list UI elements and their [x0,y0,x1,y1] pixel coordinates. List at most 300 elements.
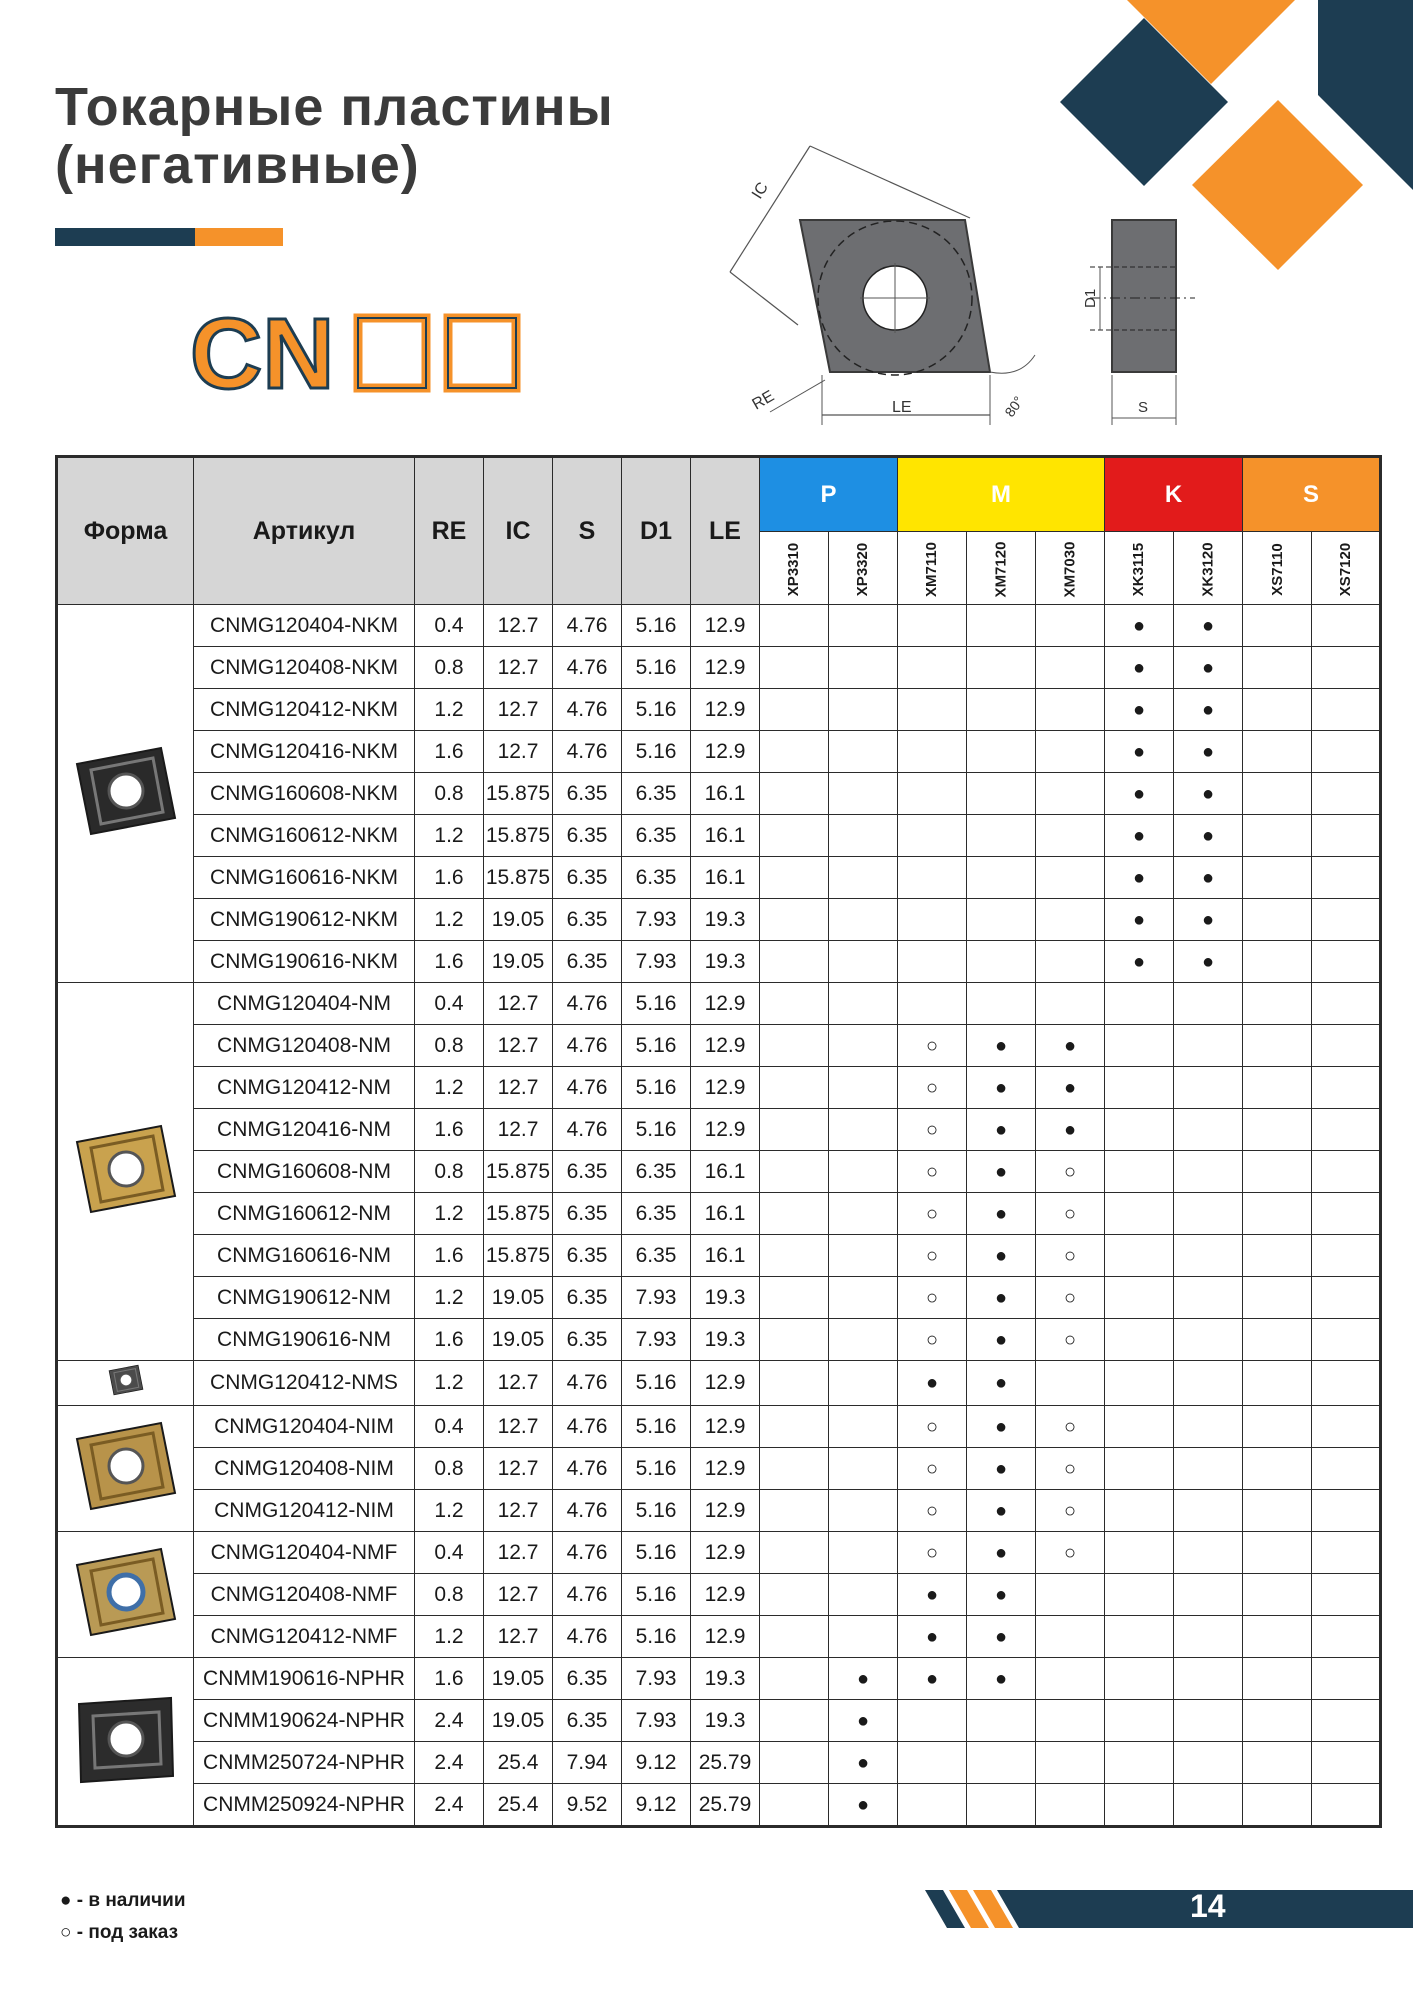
header-artikul: Артикул [194,457,415,605]
availability-cell [1036,815,1105,857]
le-cell: 12.9 [691,1406,760,1448]
availability-cell [1312,1319,1381,1361]
availability-cell [967,1025,1036,1067]
legend-on-order: ○ - под заказ [60,1922,179,1943]
availability-cell [829,605,898,647]
table-row [57,731,1381,773]
availability-cell [1174,1532,1243,1574]
in-stock-mark: ● [1201,908,1215,931]
in-stock-mark: ● [994,1625,1008,1648]
availability-cell [829,1109,898,1151]
ic-cell: 12.7 [484,1067,553,1109]
s-cell: 4.76 [553,689,622,731]
article-cell: CNMM250724-NPHR [194,1742,415,1784]
ic-cell: 12.7 [484,1616,553,1658]
ic-cell: 12.7 [484,1406,553,1448]
availability-cell [967,1319,1036,1361]
article-cell: CNMG120404-NMF [194,1532,415,1574]
availability-cell [829,1574,898,1616]
availability-cell [1105,1742,1174,1784]
re-cell: 0.4 [415,1532,484,1574]
availability-cell [1105,1319,1174,1361]
article-cell: CNMM190624-NPHR [194,1700,415,1742]
on-order-mark: ○ [1063,1160,1077,1183]
d1-cell: 5.16 [622,1406,691,1448]
footer-band [925,1890,1413,1928]
availability-cell [1243,647,1312,689]
availability-cell [1243,1490,1312,1532]
availability-cell [1243,1574,1312,1616]
in-stock-mark: ● [994,1118,1008,1141]
le-cell: 12.9 [691,1616,760,1658]
on-order-mark: ○ [925,1286,939,1309]
availability-cell [967,1277,1036,1319]
article-cell: CNMG120404-NKM [194,605,415,647]
table-row [57,773,1381,815]
article-cell: CNMG190616-NM [194,1319,415,1361]
availability-cell [1174,1319,1243,1361]
availability-cell [967,1784,1036,1827]
availability-cell [1312,605,1381,647]
table-row [57,941,1381,983]
availability-cell [1105,1361,1174,1406]
re-cell: 1.6 [415,1235,484,1277]
table-row [57,815,1381,857]
availability-cell [898,1490,967,1532]
availability-cell [1312,1277,1381,1319]
availability-cell [1174,647,1243,689]
availability-cell [760,1235,829,1277]
availability-cell [967,605,1036,647]
in-stock-mark: ● [856,1751,870,1774]
d1-cell: 6.35 [622,1193,691,1235]
in-stock-mark: ● [994,1415,1008,1438]
availability-cell [829,689,898,731]
re-cell: 1.2 [415,815,484,857]
availability-cell [1243,857,1312,899]
availability-cell [760,1616,829,1658]
re-cell: 1.2 [415,1067,484,1109]
availability-cell [1105,773,1174,815]
availability-cell [1174,1742,1243,1784]
d1-cell: 5.16 [622,647,691,689]
availability-cell [967,647,1036,689]
availability-cell [898,815,967,857]
availability-cell [1105,1067,1174,1109]
in-stock-mark: ● [1132,866,1146,889]
in-stock-mark: ● [1201,866,1215,889]
availability-cell [1036,1109,1105,1151]
availability-cell [829,1742,898,1784]
table-row [57,983,1381,1025]
ic-cell: 19.05 [484,1277,553,1319]
availability-cell [1105,1448,1174,1490]
table-row [57,1490,1381,1532]
in-stock-mark: ● [994,1667,1008,1690]
s-cell: 6.35 [553,857,622,899]
availability-cell [1243,1361,1312,1406]
d1-cell: 5.16 [622,1490,691,1532]
in-stock-mark: ● [994,1244,1008,1267]
availability-cell [1105,941,1174,983]
availability-cell [760,1193,829,1235]
le-cell: 19.3 [691,1700,760,1742]
in-stock-mark: ● [1201,950,1215,973]
availability-cell [1243,899,1312,941]
ic-cell: 25.4 [484,1742,553,1784]
le-cell: 25.79 [691,1784,760,1827]
table-row [57,605,1381,647]
on-order-mark: ○ [925,1499,939,1522]
availability-cell [967,773,1036,815]
availability-cell [760,983,829,1025]
availability-cell [1312,647,1381,689]
availability-cell [1312,1742,1381,1784]
table-row [57,1658,1381,1700]
availability-cell [1105,1277,1174,1319]
insert-image-cell [57,1361,194,1406]
availability-cell [1105,899,1174,941]
availability-cell [1036,1490,1105,1532]
availability-cell [967,1742,1036,1784]
in-stock-mark: ● [1132,740,1146,763]
le-cell: 12.9 [691,1067,760,1109]
d1-cell: 5.16 [622,1532,691,1574]
availability-cell [1312,731,1381,773]
in-stock-mark: ● [994,1034,1008,1057]
ic-cell: 19.05 [484,1700,553,1742]
availability-cell [1105,647,1174,689]
grade-header: XM7110 [898,532,967,605]
s-cell: 4.76 [553,1616,622,1658]
availability-cell [1312,1361,1381,1406]
availability-cell [1243,1277,1312,1319]
s-cell: 6.35 [553,941,622,983]
in-stock-mark: ● [994,1160,1008,1183]
availability-cell [1312,1658,1381,1700]
le-cell: 16.1 [691,773,760,815]
table-row [57,1109,1381,1151]
availability-cell [760,899,829,941]
gold-blue-insert-icon [71,1537,181,1647]
in-stock-mark: ● [1063,1034,1077,1057]
availability-cell [1036,1406,1105,1448]
availability-cell [898,1616,967,1658]
availability-cell [760,647,829,689]
availability-cell [760,1574,829,1616]
in-stock-mark: ● [925,1667,939,1690]
s-cell: 6.35 [553,1193,622,1235]
on-order-mark: ○ [1063,1286,1077,1309]
availability-cell [760,1277,829,1319]
article-cell: CNMG190612-NM [194,1277,415,1319]
d1-cell: 5.16 [622,1574,691,1616]
le-cell: 12.9 [691,1574,760,1616]
ic-cell: 12.7 [484,605,553,647]
availability-cell [760,1361,829,1406]
le-cell: 12.9 [691,689,760,731]
availability-cell [1105,1784,1174,1827]
availability-cell [898,1361,967,1406]
grade-header: XK3120 [1174,532,1243,605]
article-cell: CNMG160616-NM [194,1235,415,1277]
ic-cell: 12.7 [484,1574,553,1616]
availability-cell [1105,731,1174,773]
availability-cell [1105,1109,1174,1151]
ic-cell: 25.4 [484,1784,553,1827]
header-forma: Форма [57,457,194,605]
d1-cell: 5.16 [622,1067,691,1109]
availability-cell [1036,1784,1105,1827]
availability-cell [1105,857,1174,899]
label-angle: 80° [1001,393,1027,420]
s-cell: 6.35 [553,1277,622,1319]
le-cell: 12.9 [691,731,760,773]
s-cell: 4.76 [553,605,622,647]
article-cell: CNMG120408-NKM [194,647,415,689]
availability-cell [1036,1235,1105,1277]
availability-cell [967,1151,1036,1193]
availability-cell [1174,689,1243,731]
s-cell: 4.76 [553,1532,622,1574]
cn-code-logo [190,300,530,410]
availability-cell [760,1490,829,1532]
in-stock-mark: ● [925,1372,939,1394]
availability-cell [898,1151,967,1193]
on-order-mark: ○ [1063,1328,1077,1351]
availability-cell [760,1448,829,1490]
table-row [57,1361,1381,1406]
article-cell: CNMG160608-NM [194,1151,415,1193]
s-cell: 6.35 [553,1319,622,1361]
availability-cell [1243,1616,1312,1658]
re-cell: 0.4 [415,1406,484,1448]
le-cell: 19.3 [691,1277,760,1319]
grade-header: XS7120 [1312,532,1381,605]
le-cell: 16.1 [691,1193,760,1235]
availability-cell [1174,1067,1243,1109]
in-stock-mark: ● [1132,698,1146,721]
table-row [57,1742,1381,1784]
article-cell: CNMG190612-NKM [194,899,415,941]
availability-cell [1174,731,1243,773]
availability-cell [1036,857,1105,899]
ic-cell: 12.7 [484,1532,553,1574]
ic-cell: 19.05 [484,899,553,941]
availability-cell [829,773,898,815]
availability-cell [1312,1784,1381,1827]
availability-cell [1105,605,1174,647]
availability-cell [1312,1235,1381,1277]
in-stock-mark: ● [994,1372,1008,1394]
label-d1: D1 [1082,288,1099,308]
title-line-2: (негативные) [55,135,420,195]
availability-cell [829,1490,898,1532]
availability-cell [829,815,898,857]
grade-header: XP3310 [760,532,829,605]
availability-cell [1174,1277,1243,1319]
availability-cell [1312,1616,1381,1658]
availability-cell [1243,689,1312,731]
availability-cell [829,899,898,941]
availability-cell [1036,1658,1105,1700]
availability-cell [1036,731,1105,773]
s-cell: 6.35 [553,1235,622,1277]
group-s: S [1243,457,1381,532]
le-cell: 12.9 [691,1448,760,1490]
inserts-table [55,455,1382,1828]
ic-cell: 12.7 [484,689,553,731]
availability-cell [967,815,1036,857]
s-cell: 4.76 [553,1109,622,1151]
re-cell: 0.8 [415,1151,484,1193]
availability-cell [1105,1406,1174,1448]
availability-cell [967,1109,1036,1151]
grade-header: XM7030 [1036,532,1105,605]
availability-cell [1243,1406,1312,1448]
availability-cell [760,1742,829,1784]
s-cell: 4.76 [553,1574,622,1616]
availability-cell [1312,1700,1381,1742]
availability-cell [760,773,829,815]
availability-cell [1312,1025,1381,1067]
availability-cell [1243,941,1312,983]
re-cell: 1.2 [415,1361,484,1406]
ic-cell: 15.875 [484,815,553,857]
availability-cell [1174,773,1243,815]
availability-cell [1036,773,1105,815]
availability-cell [829,941,898,983]
availability-cell [1174,941,1243,983]
availability-cell [1174,1490,1243,1532]
le-cell: 16.1 [691,857,760,899]
availability-cell [1105,689,1174,731]
availability-cell [1036,1193,1105,1235]
on-order-mark: ○ [1063,1202,1077,1225]
title-underline [55,228,283,246]
le-cell: 16.1 [691,1151,760,1193]
availability-cell [1036,899,1105,941]
availability-cell [1174,1700,1243,1742]
availability-cell [1174,1361,1243,1406]
table-row [57,689,1381,731]
availability-cell [967,1490,1036,1532]
article-cell: CNMG120416-NKM [194,731,415,773]
availability-cell [829,1448,898,1490]
article-cell: CNMG120408-NMF [194,1574,415,1616]
article-cell: CNMG120412-NM [194,1067,415,1109]
availability-cell [1243,1784,1312,1827]
ic-cell: 12.7 [484,1361,553,1406]
on-order-mark: ○ [925,1034,939,1057]
in-stock-mark: ● [1063,1076,1077,1099]
grade-header: XS7110 [1243,532,1312,605]
gold-chipbreaker-insert-icon [71,1114,181,1224]
d1-cell: 6.35 [622,815,691,857]
availability-cell [760,689,829,731]
label-le: LE [892,399,912,416]
group-k: K [1105,457,1243,532]
availability-cell [1312,983,1381,1025]
availability-cell [1036,689,1105,731]
availability-cell [829,1361,898,1406]
re-cell: 1.2 [415,1193,484,1235]
availability-cell [1312,1574,1381,1616]
d1-cell: 6.35 [622,1235,691,1277]
ic-cell: 19.05 [484,1658,553,1700]
d1-cell: 7.93 [622,899,691,941]
availability-cell [1243,1319,1312,1361]
re-cell: 0.8 [415,647,484,689]
availability-cell [1174,815,1243,857]
availability-cell [829,1193,898,1235]
ic-cell: 12.7 [484,1490,553,1532]
ic-cell: 12.7 [484,731,553,773]
placeholder-square-1 [358,318,426,388]
re-cell: 1.6 [415,1319,484,1361]
d1-cell: 5.16 [622,1616,691,1658]
re-cell: 1.6 [415,731,484,773]
in-stock-mark: ● [1201,782,1215,805]
s-cell: 4.76 [553,731,622,773]
availability-cell [967,689,1036,731]
availability-cell [760,1151,829,1193]
availability-cell [1174,1784,1243,1827]
availability-cell [1243,1700,1312,1742]
d1-cell: 5.16 [622,605,691,647]
d1-cell: 9.12 [622,1742,691,1784]
availability-cell [1243,1742,1312,1784]
header-re: RE [415,457,484,605]
insert-image-cell [57,983,194,1361]
availability-cell [829,1319,898,1361]
legend [60,1885,186,1949]
availability-cell [898,1193,967,1235]
re-cell: 1.2 [415,689,484,731]
availability-cell [1174,1109,1243,1151]
black-chipbreaker-insert-icon [71,736,181,846]
availability-cell [1243,815,1312,857]
availability-cell [898,1574,967,1616]
le-cell: 19.3 [691,1319,760,1361]
availability-cell [898,1784,967,1827]
availability-cell [898,983,967,1025]
article-cell: CNMG160616-NKM [194,857,415,899]
availability-cell [898,899,967,941]
s-cell: 4.76 [553,647,622,689]
availability-cell [898,773,967,815]
availability-cell [898,1025,967,1067]
re-cell: 0.8 [415,1448,484,1490]
availability-cell [967,1616,1036,1658]
availability-cell [1105,1490,1174,1532]
page-number: 14 [1190,1888,1226,1924]
group-p: P [760,457,898,532]
availability-cell [898,1277,967,1319]
availability-cell [1312,689,1381,731]
availability-cell [1036,1277,1105,1319]
article-cell: CNMG190616-NKM [194,941,415,983]
availability-cell [898,941,967,983]
availability-cell [829,1658,898,1700]
in-stock-mark: ● [1132,782,1146,805]
availability-cell [829,983,898,1025]
d1-cell: 6.35 [622,773,691,815]
availability-cell [967,899,1036,941]
table-row [57,1616,1381,1658]
availability-cell [1105,1574,1174,1616]
s-cell: 4.76 [553,1361,622,1406]
